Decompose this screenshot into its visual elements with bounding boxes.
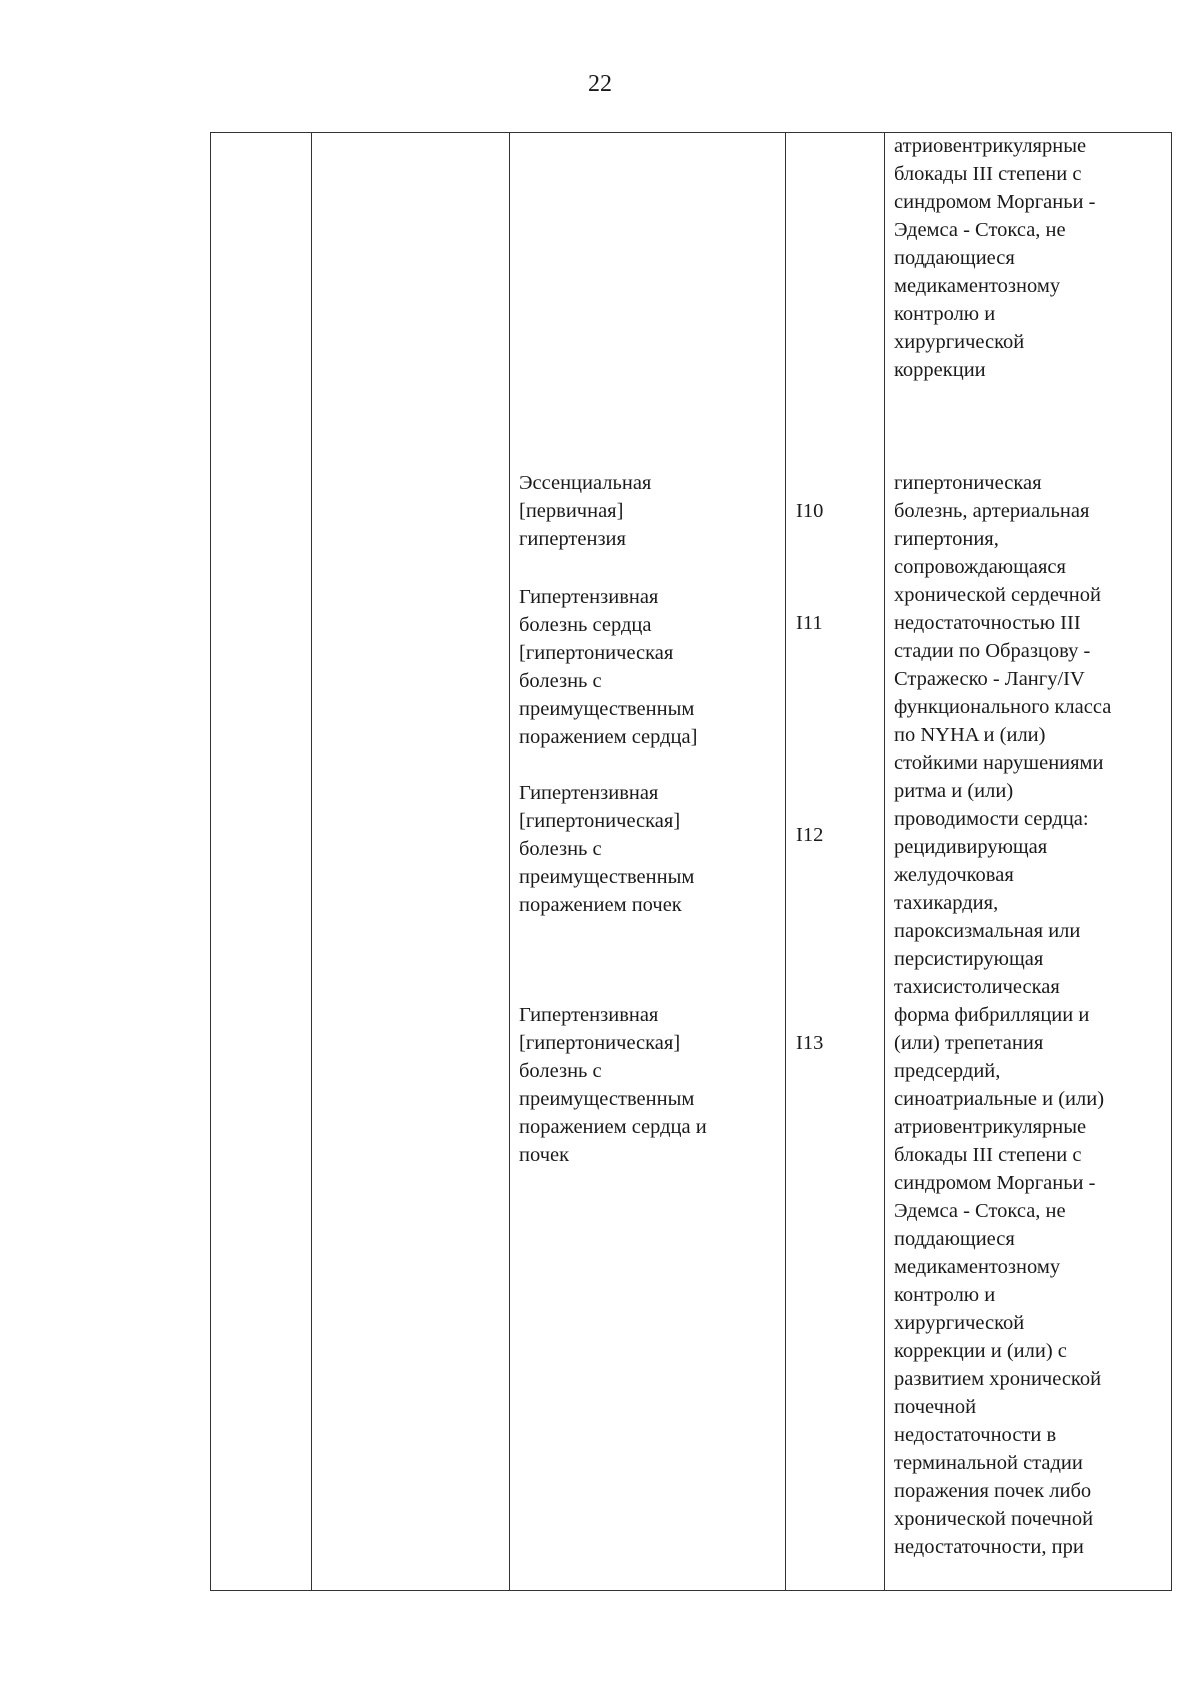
- diagnosis-code: I11: [796, 612, 823, 634]
- diagnosis-name: Гипертензивная болезнь сердца [гипертоническая болезнь с преимущественным поражением сердца]: [519, 586, 698, 748]
- column-divider: [311, 133, 312, 1590]
- diagnosis-name: Эссенциальная [первичная] гипертензия: [519, 472, 652, 550]
- diagnosis-code: I12: [796, 824, 824, 846]
- document-table: [210, 132, 1172, 1591]
- indication-text: гипертоническая болезнь, артериальная гипертония, сопровождающаяся хронической сердечной недостаточностью III стадии по Образцову - Стражеско - Лангу/IV функционального класса по NYHA и (или) стойкими нарушениями ритма и (или) проводимости сердца: рецидивирующая желудочковая тахикардия, пароксизмальная или персистирующая тахисистолическая форма фибрилляции и (или) трепетания предсердий, синоатриальные и (или) атриовентрикулярные блокады III степени с синдромом Морганьи - Эдемса - Стокса, не поддающиеся медикаментозному контролю и хирургической коррекции и (или) с развитием хронической почечной недостаточности в терминальной стадии поражения почек либо хронической почечной недостаточности, при: [894, 472, 1112, 1558]
- diagnosis-name: Гипертензивная [гипертоническая] болезнь с преимущественным поражением почек: [519, 782, 695, 916]
- indication-continuation: атриовентрикулярные блокады III степени с синдромом Морганьи - Эдемса - Стокса, не поддающиеся медикаментозному контролю и хирургической коррекции: [894, 135, 1096, 381]
- diagnosis-name: Гипертензивная [гипертоническая] болезнь с преимущественным поражением сердца и почек: [519, 1004, 707, 1166]
- column-divider: [884, 133, 885, 1590]
- column-divider: [509, 133, 510, 1590]
- diagnosis-code: I13: [796, 1032, 824, 1054]
- page-number: 22: [588, 71, 612, 97]
- diagnosis-code: I10: [796, 500, 824, 522]
- column-divider: [785, 133, 786, 1590]
